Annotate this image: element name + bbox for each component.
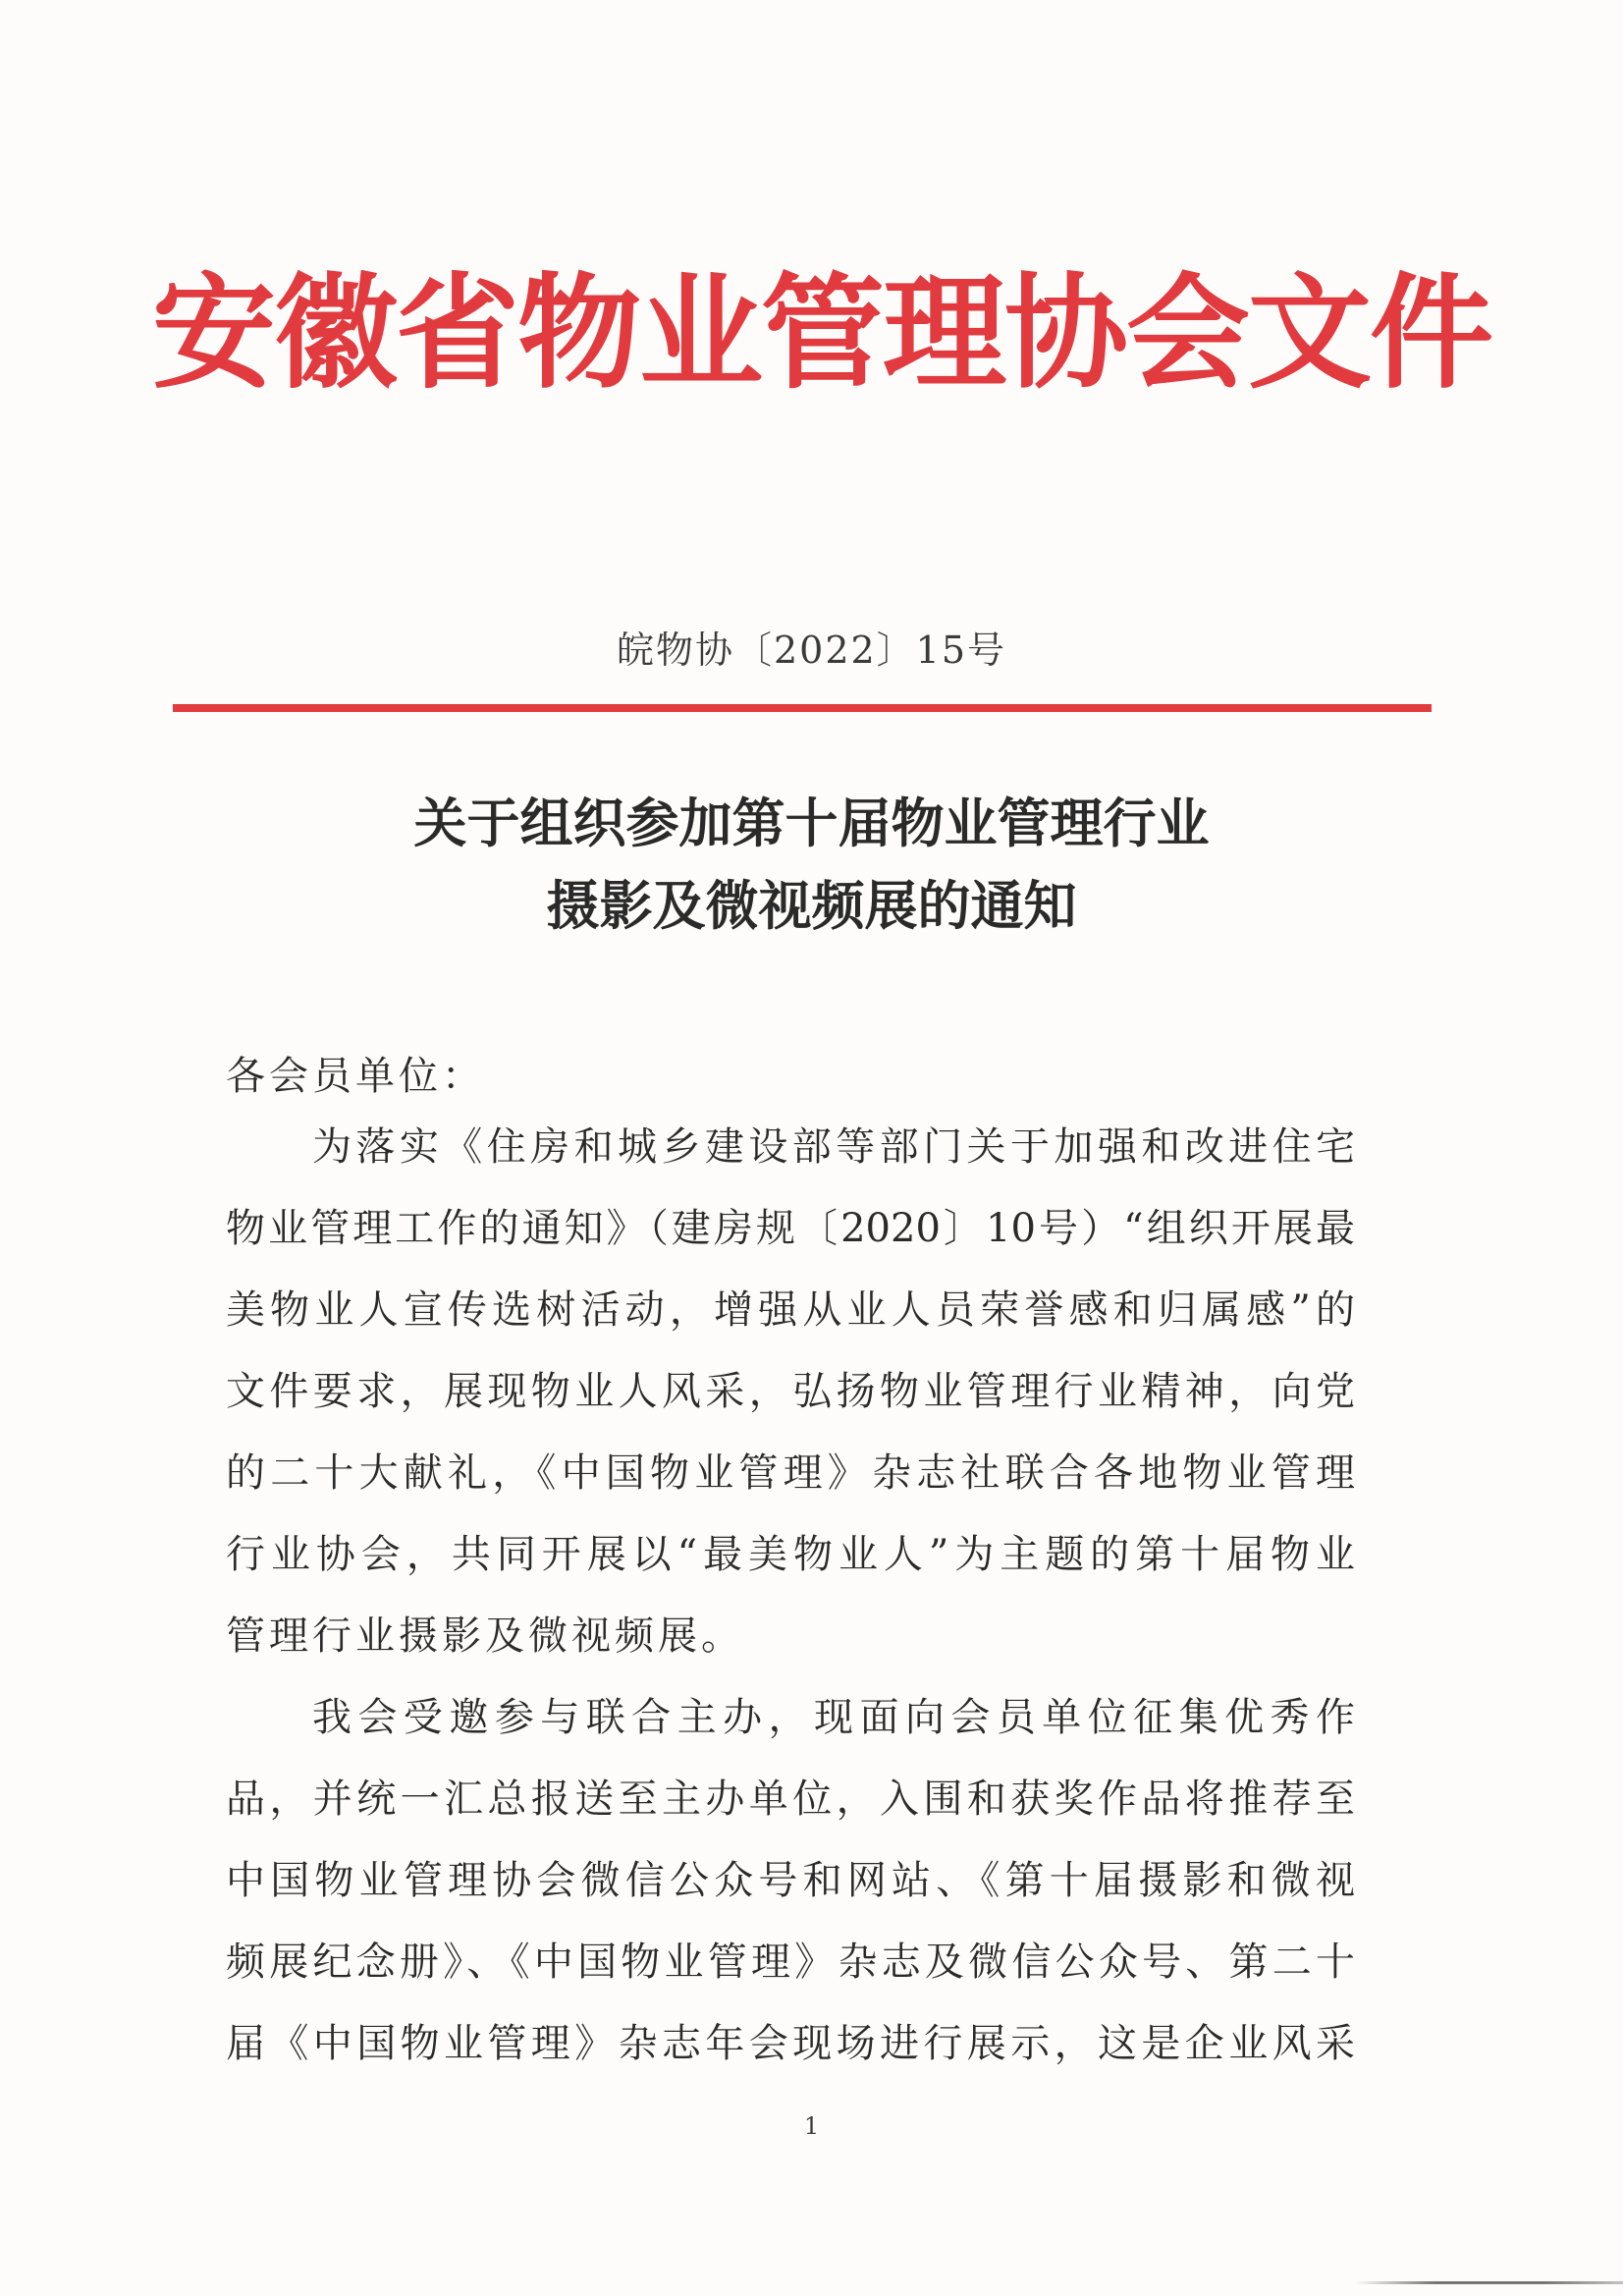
- paragraph-1-line-4: 文件要求，展现物业人风采，弘扬物业管理行业精神，向党: [226, 1369, 1355, 1414]
- paragraph-2-line-3: 中国物业管理协会微信公众号和网站、《第十届摄影和微视: [226, 1858, 1355, 1903]
- paragraph-1-line-3: 美物业人宣传选树活动，增强从业人员荣誉感和归属感”的: [226, 1287, 1355, 1333]
- paragraph-2-line-5: 届《中国物业管理》杂志年会现场进行展示，这是企业风采: [226, 2021, 1355, 2066]
- salutation: 各会员单位：: [226, 1054, 485, 1099]
- paragraph-1-line-7: 管理行业摄影及微视频展。: [226, 1613, 744, 1659]
- paragraph-1-line-2: 物业管理工作的通知》（建房规〔2020〕10号）“组织开展最: [226, 1206, 1355, 1251]
- notice-title-line-1: 关于组织参加第十届物业管理行业: [413, 793, 1210, 854]
- page-number: 1: [803, 2112, 820, 2140]
- red-divider-line: [173, 704, 1432, 712]
- paragraph-2-line-4: 频展纪念册》、《中国物业管理》杂志及微信公众号、第二十: [226, 1940, 1355, 1985]
- paragraph-1-line-1: 为落实《住房和城乡建设部等部门关于加强和改进住宅: [312, 1124, 1355, 1170]
- paragraph-1-line-5: 的二十大献礼，《中国物业管理》杂志社联合各地物业管理: [226, 1450, 1355, 1496]
- paragraph-2-line-1: 我会受邀参与联合主办，现面向会员单位征集优秀作: [312, 1695, 1355, 1740]
- scan-edge-mark: [1355, 2281, 1623, 2284]
- paragraph-1-line-6: 行业协会，共同开展以“最美物业人”为主题的第十届物业: [226, 1532, 1355, 1577]
- notice-title-line-2: 摄影及微视频展的通知: [546, 875, 1077, 937]
- notice-title: [0, 783, 1623, 948]
- document-number: 皖物协〔2022〕15号: [616, 629, 1007, 672]
- paragraph-2-line-2: 品，并统一汇总报送至主办单位，入围和获奖作品将推荐至: [226, 1777, 1355, 1822]
- org-header-title: 安徽省物业管理协会文件: [152, 261, 1491, 406]
